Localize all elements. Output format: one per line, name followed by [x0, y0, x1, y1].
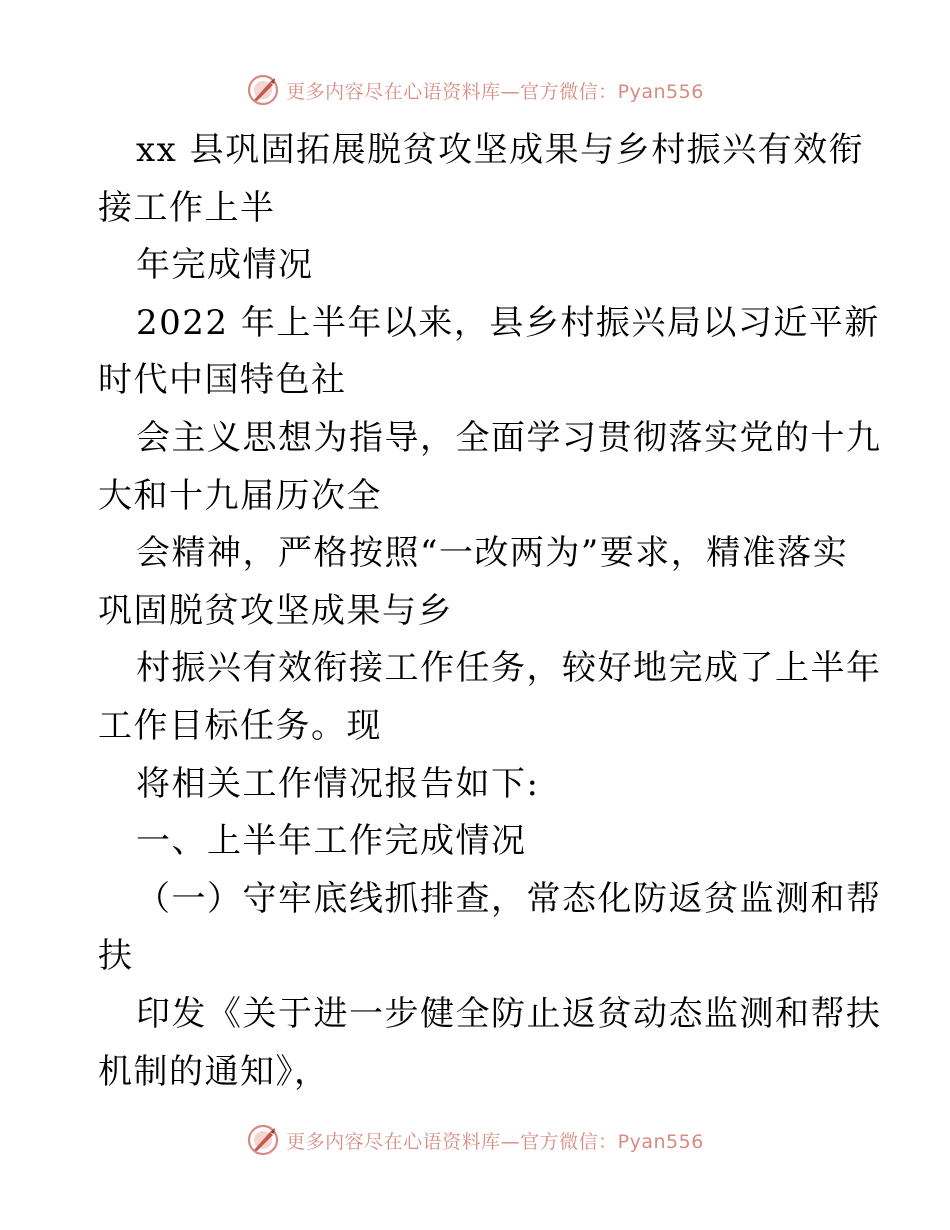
- quill-pen-logo-icon: [246, 73, 280, 107]
- paragraph-line: 时代中国特色社: [98, 360, 347, 401]
- footer-watermark: [0, 1120, 950, 1160]
- paragraph-line: 会主义思想为指导，全面学习贯彻落实党的十九: [136, 417, 882, 458]
- title-line-3: 年完成情况: [136, 245, 314, 286]
- paragraph-line: 会精神，严格按照“一改两为”要求，精准落实: [136, 533, 849, 574]
- paragraph-line: 工作目标任务。现: [98, 705, 382, 746]
- paragraph-line: 将相关工作情况报告如下:: [136, 763, 540, 804]
- title-line-2: 接工作上半: [98, 187, 276, 228]
- paragraph-line: 2022 年上半年以来，县乡村振兴局以习近平新: [136, 302, 880, 343]
- paragraph-line: 机制的通知》，: [98, 1051, 330, 1092]
- subsection-heading-cont: 扶: [98, 936, 134, 977]
- paragraph-line: 印发《关于进一步健全防止返贫动态监测和帮扶: [136, 993, 882, 1034]
- section-heading: 一、上半年工作完成情况: [136, 821, 527, 862]
- title-line-1: xx 县巩固拓展脱贫攻坚成果与乡村振兴有效衔: [136, 130, 865, 170]
- paragraph-line: 巩固脱贫攻坚成果与乡: [98, 590, 453, 631]
- document-body: [98, 122, 882, 1101]
- watermark-text: 更多内容尽在心语资料库—官方微信：Pyan556: [286, 1130, 704, 1153]
- subsection-heading: （一）守牢底线抓排查，常态化防返贫监测和帮: [136, 878, 882, 919]
- header-watermark: [0, 70, 950, 110]
- paragraph-line: 大和十九届历次全: [98, 475, 382, 516]
- quill-pen-logo-icon: [246, 1123, 280, 1157]
- paragraph-line: 村振兴有效衔接工作任务，较好地完成了上半年: [136, 648, 882, 689]
- watermark-text: 更多内容尽在心语资料库—官方微信：Pyan556: [286, 80, 704, 103]
